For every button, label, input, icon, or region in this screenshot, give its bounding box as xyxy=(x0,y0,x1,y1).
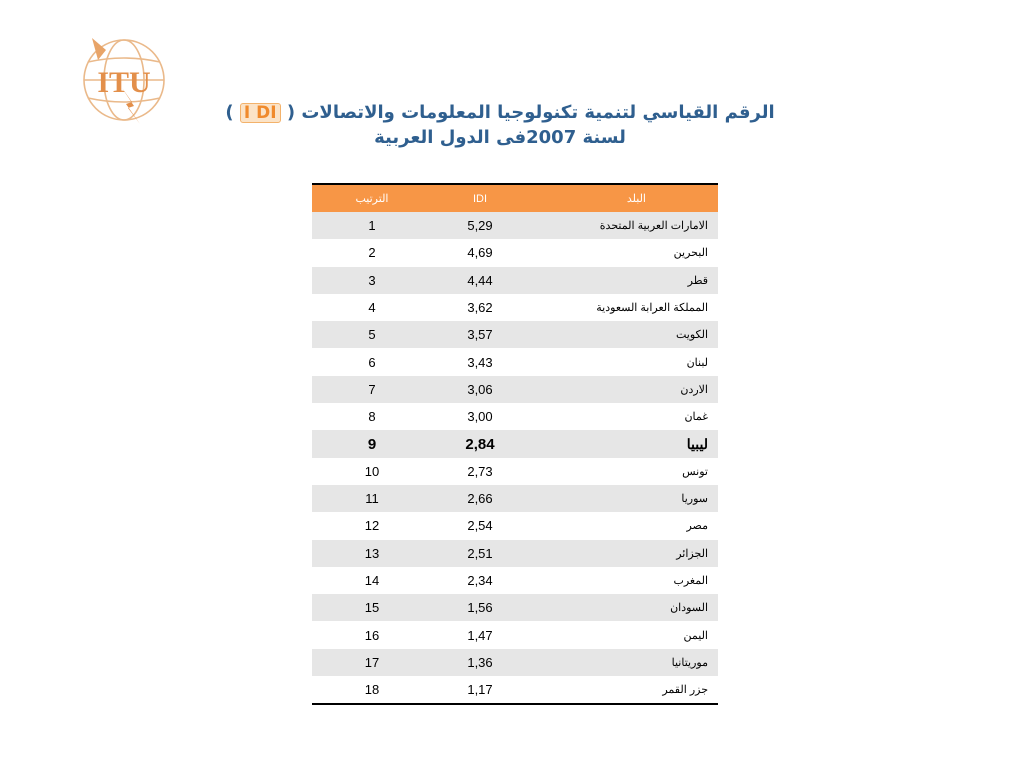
country-cell: سوريا xyxy=(681,493,708,506)
rank-cell: 17 xyxy=(364,654,380,670)
idi-cell: 2,73 xyxy=(467,463,493,479)
country-cell: الاردن xyxy=(680,383,708,396)
rank-cell: 16 xyxy=(364,627,380,643)
country-cell: الامارات العربية المتحدة xyxy=(599,220,708,233)
table-row xyxy=(312,676,718,704)
idi-cell: 1,36 xyxy=(467,654,493,670)
idi-badge: I DI xyxy=(240,103,281,123)
table-row xyxy=(312,621,718,648)
idi-cell: 3,62 xyxy=(467,300,493,316)
idi-cell: 4,44 xyxy=(467,272,493,288)
country-cell: الجزائر xyxy=(676,547,708,560)
title-line-1: الرقم القياسي لتنمية تكنولوجيا المعلومات والاتصالات ( I DI ) xyxy=(225,102,775,123)
country-cell: جزر القمر xyxy=(662,684,708,697)
table-row xyxy=(312,567,718,594)
idi-cell: 2,54 xyxy=(467,518,493,534)
rank-cell: 2 xyxy=(368,245,376,261)
idi-cell: 3,06 xyxy=(467,381,493,397)
table-row xyxy=(312,540,718,567)
idi-cell: 2,84 xyxy=(465,435,495,453)
rank-cell: 3 xyxy=(368,272,376,288)
idi-cell: 1,17 xyxy=(467,682,493,698)
rank-cell: 14 xyxy=(364,573,380,588)
table-row xyxy=(312,321,718,348)
rank-cell: 7 xyxy=(368,381,376,397)
header-country: البلد xyxy=(626,193,646,205)
table-row xyxy=(312,403,718,430)
rank-cell: 18 xyxy=(364,682,380,698)
page-title xyxy=(150,100,850,150)
rank-cell: 8 xyxy=(368,409,376,425)
idi-cell: 1,56 xyxy=(467,600,493,616)
table-row xyxy=(312,649,718,676)
table-row xyxy=(312,376,718,403)
rank-cell: 15 xyxy=(364,600,380,616)
country-cell: غمان xyxy=(684,411,708,424)
rank-cell: 4 xyxy=(368,300,376,316)
table-row xyxy=(312,512,718,539)
country-cell: قطر xyxy=(687,274,708,287)
rank-cell: 13 xyxy=(364,545,380,561)
country-cell: الكويت xyxy=(675,329,708,342)
idi-cell: 1,47 xyxy=(467,627,493,643)
table-row xyxy=(312,294,718,321)
rank-cell: 10 xyxy=(364,463,380,479)
rank-cell: 5 xyxy=(368,327,376,343)
table-row xyxy=(312,239,718,266)
idi-cell: 3,00 xyxy=(467,409,493,425)
idi-cell: 2,51 xyxy=(467,545,493,561)
table-body xyxy=(312,212,718,704)
idi-ranking-table xyxy=(312,183,718,705)
country-cell: لبنان xyxy=(686,356,708,369)
rank-cell: 6 xyxy=(368,354,376,370)
country-cell: موريتانيا xyxy=(671,656,708,669)
idi-cell: 3,57 xyxy=(467,327,493,343)
table-header-row xyxy=(312,184,718,212)
idi-cell: 2,34 xyxy=(467,573,493,588)
title-line-2: لسنة 2007فى الدول العربية xyxy=(374,127,626,148)
country-cell: مصر xyxy=(686,520,708,533)
idi-cell: 4,69 xyxy=(467,245,493,261)
idi-cell: 3,43 xyxy=(467,354,493,370)
country-cell: تونس xyxy=(682,465,708,478)
country-cell: المملكة العرابة السعودية xyxy=(596,302,708,315)
country-cell: البحرين xyxy=(673,247,708,260)
header-rank: الترتيب xyxy=(355,193,389,205)
rank-cell: 1 xyxy=(368,218,376,234)
country-cell: ليبيا xyxy=(686,435,708,452)
country-cell: المغرب xyxy=(673,575,708,587)
idi-cell: 5,29 xyxy=(467,218,493,234)
svg-text:ITU: ITU xyxy=(97,66,151,99)
table-row xyxy=(312,594,718,621)
country-cell: اليمن xyxy=(683,629,708,642)
rank-cell: 12 xyxy=(364,518,380,534)
table-row xyxy=(312,348,718,375)
header-idi: IDI xyxy=(472,192,488,205)
table-row xyxy=(312,267,718,294)
table-row xyxy=(312,485,718,512)
rank-cell: 9 xyxy=(367,435,377,453)
table-row xyxy=(312,458,718,485)
table-row xyxy=(312,430,718,457)
table-row xyxy=(312,212,718,239)
idi-cell: 2,66 xyxy=(467,491,493,507)
rank-cell: 11 xyxy=(365,491,379,507)
country-cell: السودان xyxy=(670,602,708,615)
